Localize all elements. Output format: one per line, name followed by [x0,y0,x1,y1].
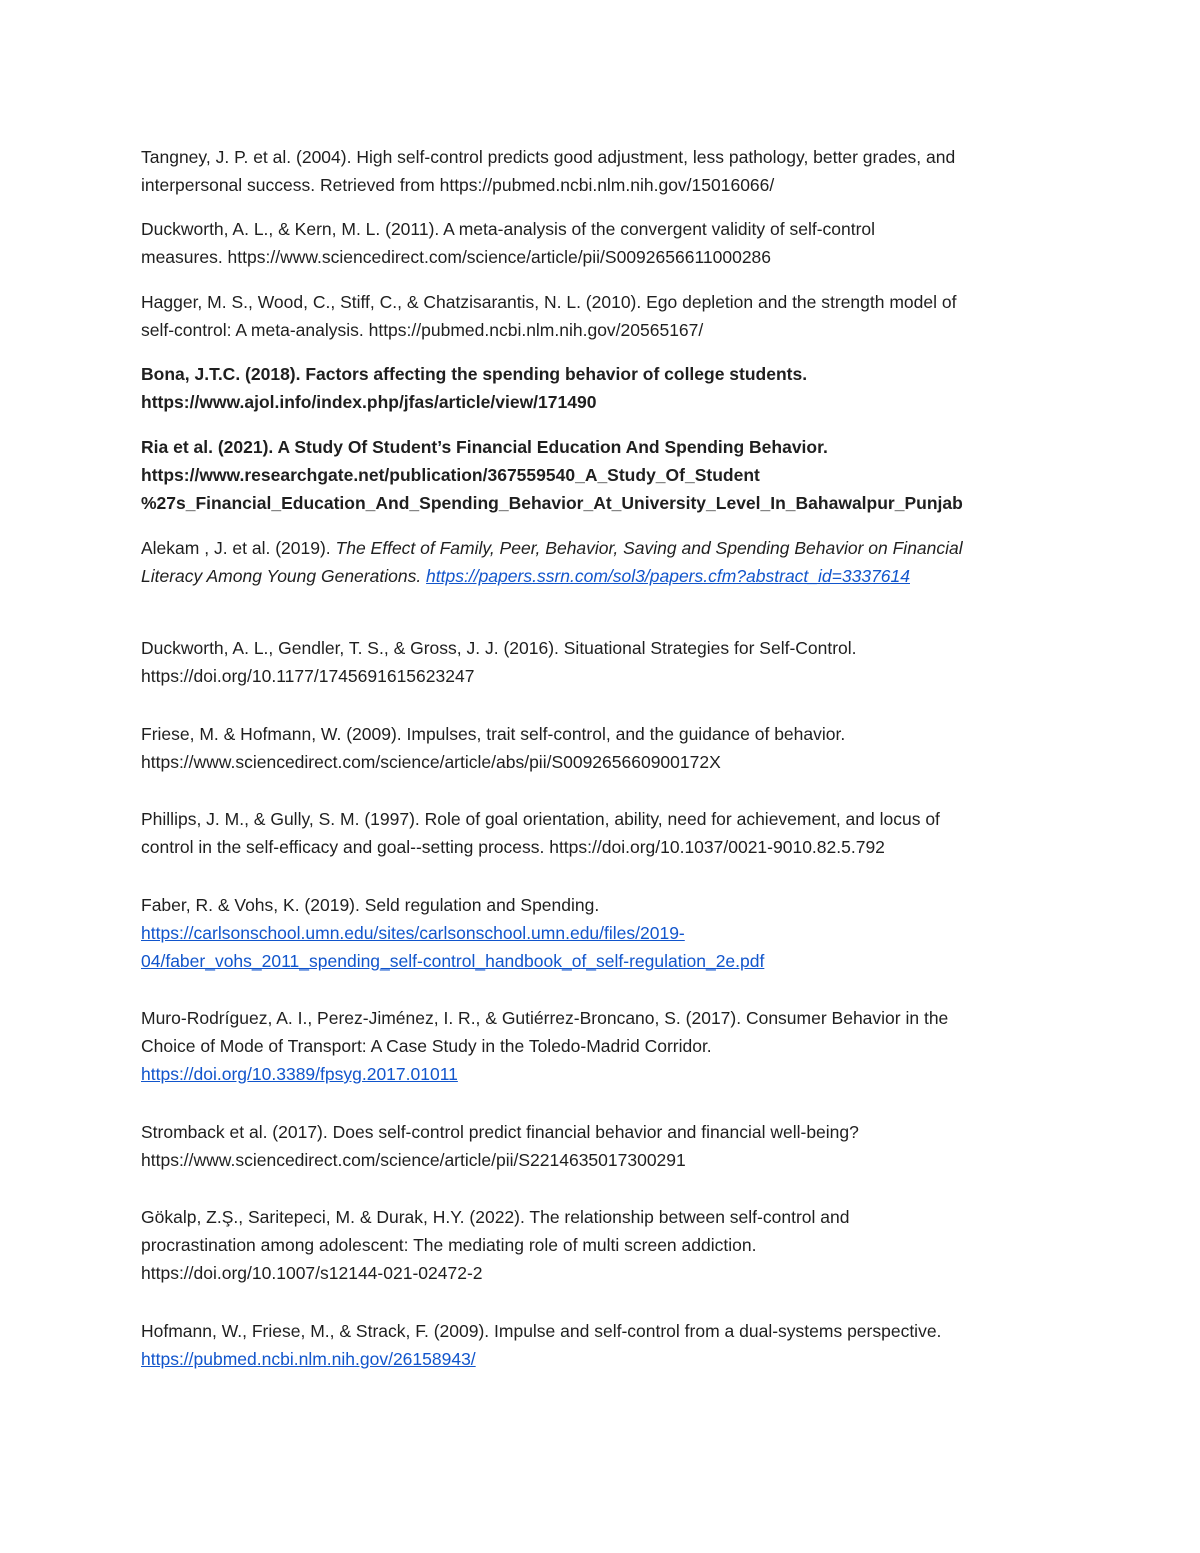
reference-muro-line2: Choice of Mode of Transport: A Case Study in the Toledo-Madrid Corridor. [141,1036,712,1056]
reference-hagger-line2: self-control: A meta-analysis. https://pubmed.ncbi.nlm.nih.gov/20565167/ [141,320,704,340]
reference-duckworth-gendler-line1: Duckworth, A. L., Gendler, T. S., & Gross, J. J. (2016). Situational Strategies for Self-Control. [141,638,857,658]
reference-alekam-line1 [141,534,963,562]
reference-muro-line1: Muro-Rodríguez, A. I., Perez-Jiménez, I. R., & Gutiérrez-Broncano, S. (2017). Consumer Behavior in the [141,1008,949,1028]
reference-phillips-line1: Phillips, J. M., & Gully, S. M. (1997). Role of goal orientation, ability, need for achievement, and locus of [141,809,940,829]
reference-hofmann-link[interactable]: https://pubmed.ncbi.nlm.nih.gov/26158943/ [141,1349,476,1369]
reference-faber-link1[interactable]: https://carlsonschool.umn.edu/sites/carlsonschool.umn.edu/files/2019- [141,923,685,943]
reference-faber-link2[interactable]: 04/faber_vohs_2011_spending_self-control_handbook_of_self-regulation_2e.pdf [141,951,765,971]
reference-ria-line2: https://www.researchgate.net/publication/367559540_A_Study_Of_Student [141,465,760,485]
reference-bona-line1: Bona, J.T.C. (2018). Factors affecting the spending behavior of college students. [141,364,808,384]
reference-gokalp-line1: Gökalp, Z.Ş., Saritepeci, M. & Durak, H.Y. (2022). The relationship between self-control and [141,1207,850,1227]
reference-bona-line2: https://www.ajol.info/index.php/jfas/article/view/171490 [141,392,597,412]
reference-hofmann-line1: Hofmann, W., Friese, M., & Strack, F. (2009). Impulse and self-control from a dual-systems perspective. [141,1321,942,1341]
reference-alekam-link[interactable]: https://papers.ssrn.com/sol3/papers.cfm?abstract_id=3337614 [426,566,910,586]
reference-alekam-line2 [141,562,910,590]
reference-friese-line2: https://www.sciencedirect.com/science/article/abs/pii/S009265660900172X [141,752,721,772]
reference-stromback-line1: Stromback et al. (2017). Does self-control predict financial behavior and financial well-being? [141,1122,859,1142]
reference-gokalp-line2: procrastination among adolescent: The mediating role of multi screen addiction. [141,1235,757,1255]
reference-tangney-line2: interpersonal success. Retrieved from https://pubmed.ncbi.nlm.nih.gov/15016066/ [141,175,775,195]
reference-alekam-title-cont: Literacy Among Young Generations. [141,566,427,586]
reference-duckworth-gendler-line2: https://doi.org/10.1177/1745691615623247 [141,666,475,686]
reference-phillips-line2: control in the self-efficacy and goal--setting process. https://doi.org/10.1037/0021-9010.82.5.792 [141,837,885,857]
reference-duckworth-kern-line2: measures. https://www.sciencedirect.com/science/article/pii/S0092656611000286 [141,247,772,267]
reference-duckworth-kern-line1: Duckworth, A. L., & Kern, M. L. (2011). A meta-analysis of the convergent validity of self-control [141,219,876,239]
reference-muro-link[interactable]: https://doi.org/10.3389/fpsyg.2017.01011 [141,1064,458,1084]
reference-alekam-title: The Effect of Family, Peer, Behavior, Saving and Spending Behavior on Financial [335,538,963,558]
reference-gokalp-line3: https://doi.org/10.1007/s12144-021-02472-2 [141,1263,483,1283]
reference-hagger-line1: Hagger, M. S., Wood, C., Stiff, C., & Chatzisarantis, N. L. (2010). Ego depletion and the strength model of [141,292,957,312]
reference-stromback-line2: https://www.sciencedirect.com/science/article/pii/S2214635017300291 [141,1150,686,1170]
reference-ria-line1: Ria et al. (2021). A Study Of Student’s Financial Education And Spending Behavior. [141,437,828,457]
reference-friese-line1: Friese, M. & Hofmann, W. (2009). Impulses, trait self-control, and the guidance of behavior. [141,724,846,744]
reference-tangney-line1: Tangney, J. P. et al. (2004). High self-control predicts good adjustment, less pathology, better grades, and [141,147,956,167]
reference-ria-line3: %27s_Financial_Education_And_Spending_Behavior_At_University_Level_In_Bahawalpur_Punjab [141,493,963,513]
reference-faber-line1: Faber, R. & Vohs, K. (2019). Seld regulation and Spending. [141,895,600,915]
reference-alekam-author: Alekam , J. et al. (2019). [141,538,336,558]
